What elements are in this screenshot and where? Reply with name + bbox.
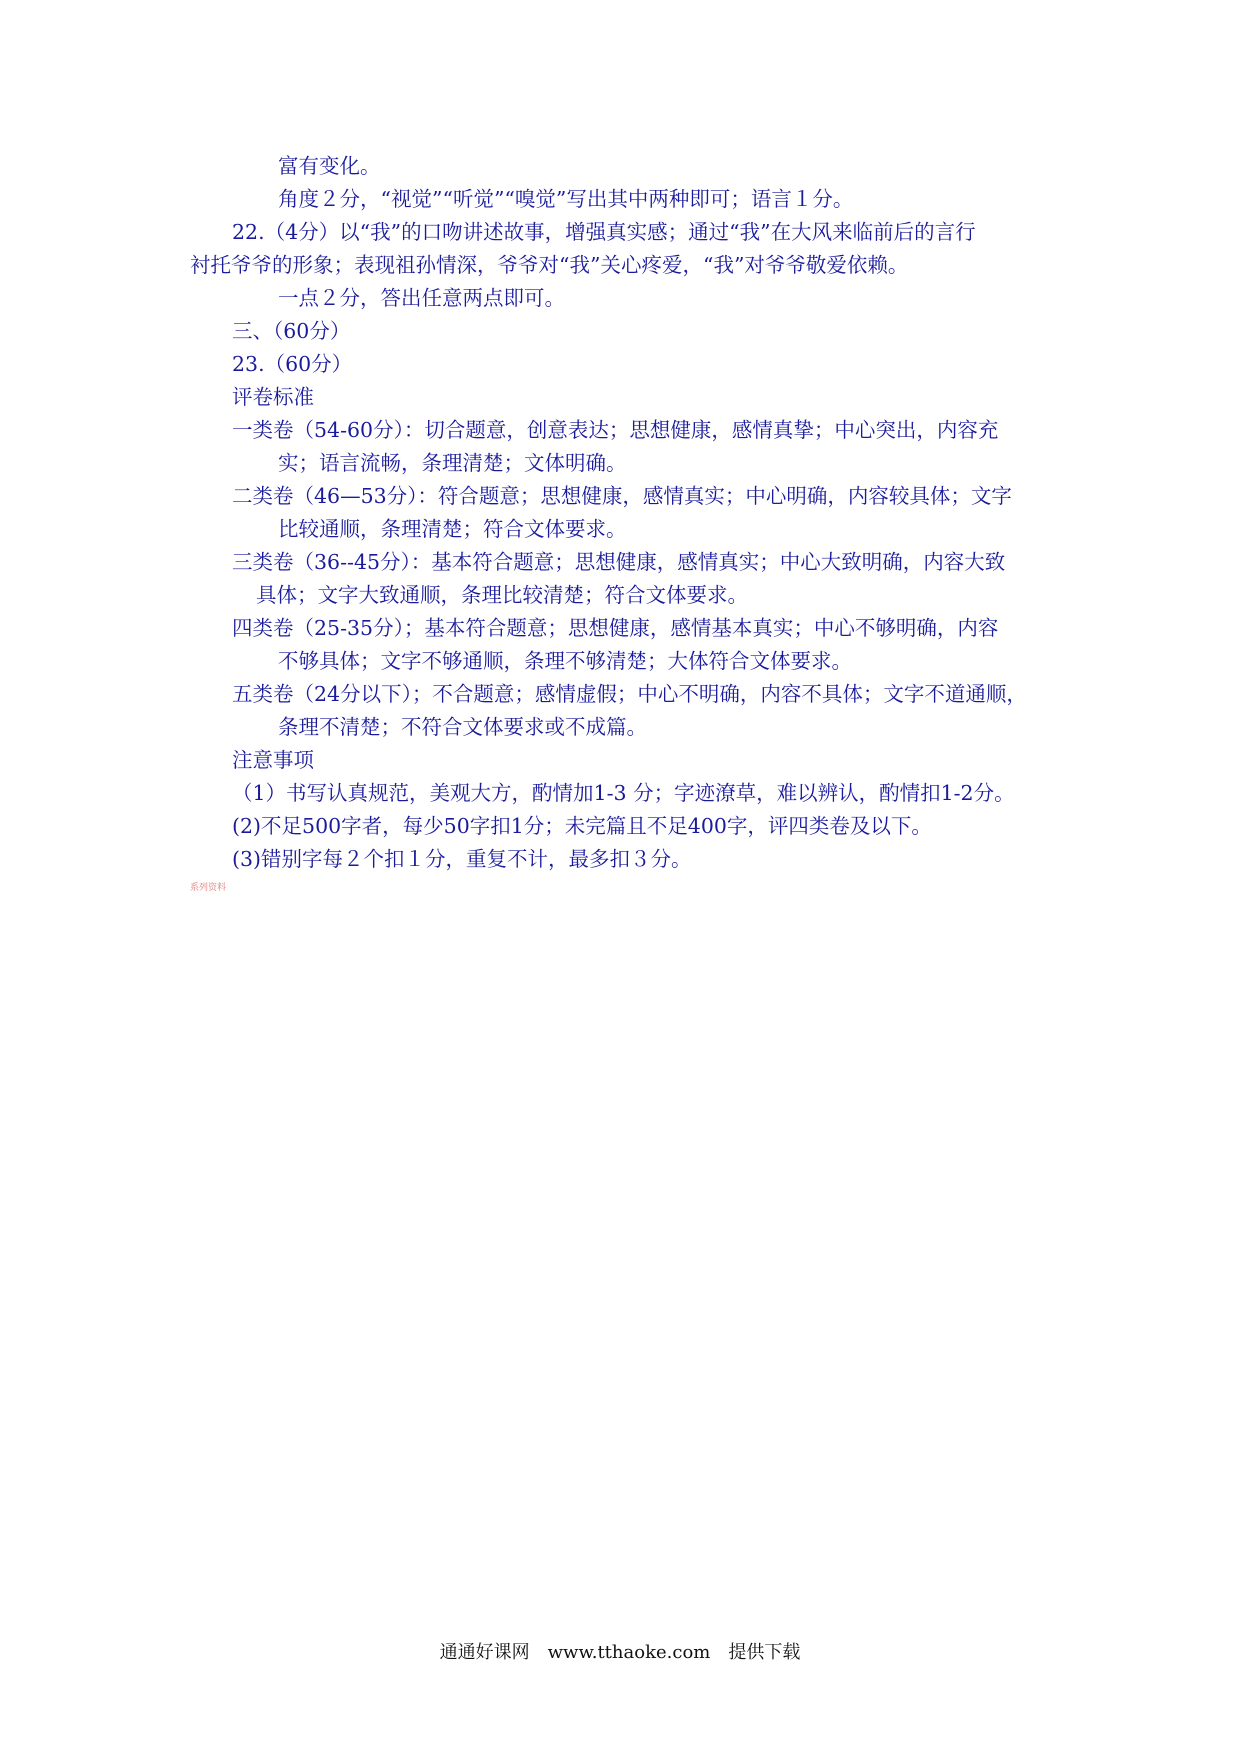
notes-heading: 注意事项 xyxy=(232,748,314,772)
grade-2-line-2: 比较通顺，条理清楚；符合文体要求。 xyxy=(278,517,627,541)
note-2: (2)不足500字者，每少50字扣1分；未完篇且不足400字，评四类卷及以下。 xyxy=(232,814,932,838)
grade-3-line-1: 三类卷（36--45分）：基本符合题意；思想健康，感情真实；中心大致明确，内容大致 xyxy=(232,550,1006,574)
section-three-heading: 三、（60分） xyxy=(232,319,351,343)
text-line-2: 角度２分，“视觉”“听觉”“嗅觉”写出其中两种即可；语言１分。 xyxy=(278,187,854,211)
grade-5-line-1: 五类卷（24分以下）；不合题意；感情虚假；中心不明确，内容不具体；文字不道通顺， xyxy=(232,682,1027,706)
grade-4-line-1: 四类卷（25-35分）；基本符合题意；思想健康，感情基本真实；中心不够明确，内容 xyxy=(232,616,999,640)
grade-1-line-1: 一类卷（54-60分）：切合题意，创意表达；思想健康，感情真挚；中心突出，内容充 xyxy=(232,418,999,442)
note-3: (3)错别字每２个扣１分，重复不计，最多扣３分。 xyxy=(232,847,692,871)
text-line-3: 22.（4分）以“我”的口吻讲述故事，增强真实感；通过“我”在大风来临前后的言行 xyxy=(232,220,976,244)
grade-2-line-1: 二类卷（46—53分）：符合题意；思想健康，感情真实；中心明确，内容较具体；文字 xyxy=(232,484,1012,508)
text-line-1: 富有变化。 xyxy=(278,154,381,178)
grade-3-line-2: 具体；文字大致通顺，条理比较清楚；符合文体要求。 xyxy=(256,583,748,607)
page-footer: 通通好课网 www.tthaoke.com 提供下载 xyxy=(439,1642,801,1663)
grade-1-line-2: 实；语言流畅，条理清楚；文体明确。 xyxy=(278,451,627,475)
text-line-4: 衬托爷爷的形象；表现祖孙情深，爷爷对“我”关心疼爱，“我”对爷爷敬爱依赖。 xyxy=(190,253,909,277)
question-23-heading: 23.（60分） xyxy=(232,352,353,376)
grade-4-line-2: 不够具体；文字不够通顺，条理不够清楚；大体符合文体要求。 xyxy=(278,649,852,673)
series-material-stamp: 系列资料 xyxy=(190,883,227,893)
grade-5-line-2: 条理不清楚；不符合文体要求或不成篇。 xyxy=(278,715,647,739)
grading-criteria-heading: 评卷标准 xyxy=(232,385,314,409)
note-1: （1）书写认真规范，美观大方，酌情加1-3 分；字迹潦草，难以辨认，酌情扣1-2分。 xyxy=(232,781,1015,805)
text-line-5: 一点２分，答出任意两点即可。 xyxy=(278,286,565,310)
